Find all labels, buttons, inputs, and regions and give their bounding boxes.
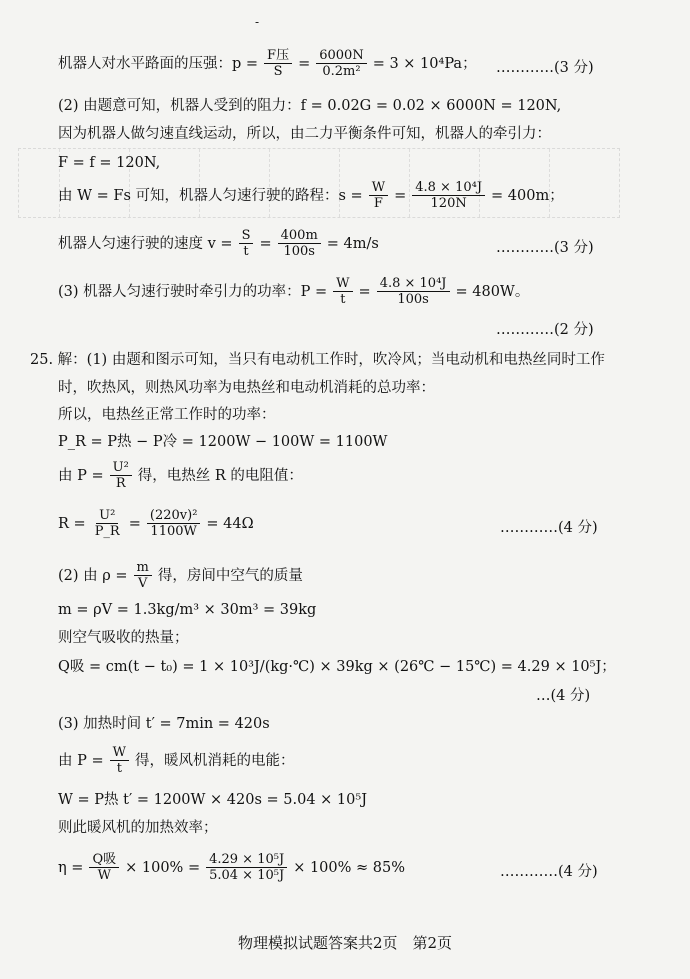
- formula-label: 由 P =: [58, 752, 104, 769]
- formula-rest: 得，电热丝 R 的电阻值：: [137, 467, 303, 484]
- fraction-f-over-s: [264, 48, 292, 79]
- fraction-denominator: 1100W: [150, 524, 197, 539]
- fraction-w-over-t: [333, 276, 352, 307]
- power-equation: [58, 276, 529, 307]
- text-line: 则空气吸收的热量；: [58, 630, 189, 646]
- fraction-values: [278, 228, 321, 259]
- fraction-denominator: 100s: [397, 292, 429, 307]
- fraction-w-over-f: [369, 180, 388, 211]
- fraction-numerator: 6000N: [316, 48, 366, 64]
- equals-sign: =: [394, 187, 407, 204]
- score-marker: …………(4 分): [500, 864, 598, 880]
- formula-label: 由 P =: [58, 467, 104, 484]
- fraction-denominator: R: [115, 476, 126, 491]
- question-25-heading: 25. 解：(1) 由题和图示可知，当只有电动机工作时，吹冷风；当电动机和电热丝同时工作: [30, 352, 605, 368]
- score-marker: …………(2 分): [496, 322, 594, 338]
- text-line: F = f = 120N,: [58, 155, 161, 171]
- resistance-equation: [58, 508, 254, 539]
- fraction-denominator: t: [116, 761, 122, 776]
- fraction-m-over-v: [134, 560, 152, 591]
- fraction-values: [412, 180, 485, 211]
- density-formula-line: [58, 560, 303, 591]
- fraction-numerator: W: [369, 180, 388, 196]
- resistance-label: R =: [58, 515, 86, 532]
- text-line: (2) 由题意可知，机器人受到的阻力：f = 0.02G = 0.02 × 6000N = 120N,: [58, 98, 562, 114]
- efficiency-result: × 100% ≈ 85%: [293, 859, 405, 876]
- fraction-numerator: F压: [264, 48, 292, 64]
- fraction-numerator: 400m: [278, 228, 321, 244]
- resistance-result: = 44Ω: [206, 515, 254, 532]
- fraction-denominator: 5.04 × 10⁵J: [209, 868, 285, 883]
- fraction-denominator: P_R: [94, 524, 120, 539]
- fraction-denominator: F: [373, 196, 383, 211]
- power-result: = 480W。: [455, 283, 530, 300]
- fraction-s-over-t: [239, 228, 254, 259]
- formula-label: (2) 由 ρ =: [58, 567, 128, 584]
- score-marker: …(4 分): [536, 688, 591, 704]
- fraction-denominator: 120N: [430, 196, 467, 211]
- text-line: P_R = P热 − P冷 = 1200W − 100W = 1100W: [58, 434, 388, 450]
- fraction-numerator: S: [239, 228, 254, 244]
- equals-sign: =: [298, 55, 311, 72]
- fraction-denominator: t: [340, 292, 346, 307]
- power-label: (3) 机器人匀速行驶时牵引力的功率：P =: [58, 283, 328, 300]
- pressure-result: = 3 × 10⁴Pa；: [372, 55, 477, 72]
- fraction-numerator: 4.8 × 10⁴J: [377, 276, 450, 292]
- text-line: 则此暖风机的加热效率；: [58, 820, 218, 836]
- fraction-denominator: t: [243, 244, 249, 259]
- fraction-numerator: Q吸: [89, 852, 119, 868]
- distance-result: = 400m；: [491, 187, 564, 204]
- efficiency-mid: × 100% =: [125, 859, 201, 876]
- fraction-numerator: 4.8 × 10⁴J: [412, 180, 485, 196]
- fraction-denominator: W: [97, 868, 111, 883]
- fraction-denominator: V: [138, 576, 148, 591]
- fraction-values: [377, 276, 450, 307]
- efficiency-equation: [58, 852, 405, 883]
- text-line: 时，吹热风，则热风功率为电热丝和电动机消耗的总功率：: [58, 380, 435, 396]
- fraction-u2-over-pr: [92, 508, 123, 539]
- formula-rest: 得，房间中空气的质量: [157, 567, 303, 584]
- fraction-numerator: m: [134, 560, 152, 576]
- speed-label: 机器人匀速行驶的速度 v =: [58, 235, 233, 252]
- fraction-numerator: U²: [110, 460, 132, 476]
- fraction-numerator: U²: [96, 508, 118, 524]
- text-line: 因为机器人做匀速直线运动，所以，由二力平衡条件可知，机器人的牵引力：: [58, 126, 551, 142]
- distance-label: 由 W = Fs 可知，机器人匀速行驶的路程：s =: [58, 187, 363, 204]
- fraction-denominator: S: [273, 64, 283, 79]
- fraction-denominator: 0.2m²: [322, 64, 361, 79]
- text-line: 所以，电热丝正常工作时的功率：: [58, 407, 276, 423]
- fraction-numerator: W: [333, 276, 352, 292]
- fraction-w-over-t: [110, 745, 129, 776]
- score-marker: …………(3 分): [496, 60, 594, 76]
- efficiency-label: η =: [58, 859, 84, 876]
- fraction-q-over-w: [89, 852, 119, 883]
- power-formula-line: [58, 745, 295, 776]
- pressure-label: 机器人对水平路面的压强：p =: [58, 55, 259, 72]
- fraction-values: [316, 48, 366, 79]
- fraction-denominator: 100s: [283, 244, 315, 259]
- page-footer: 物理模拟试题答案共2页 第2页: [237, 934, 453, 952]
- equals-sign: =: [358, 283, 371, 300]
- equals-sign: =: [128, 515, 141, 532]
- fraction-numerator: W: [110, 745, 129, 761]
- fraction-values: [206, 852, 287, 883]
- distance-equation: [58, 180, 564, 211]
- fraction-values: [147, 508, 201, 539]
- equals-sign: =: [259, 235, 272, 252]
- text-line: W = P热 t′ = 1200W × 420s = 5.04 × 10⁵J: [58, 792, 368, 808]
- formula-rest: 得，暖风机消耗的电能：: [135, 752, 295, 769]
- score-marker: …………(3 分): [496, 240, 594, 256]
- speed-equation: [58, 228, 379, 259]
- fraction-numerator: (220v)²: [147, 508, 201, 524]
- pressure-equation: [58, 48, 477, 79]
- text-line: (3) 加热时间 t′ = 7min = 420s: [58, 716, 270, 732]
- fraction-u2-over-r: [110, 460, 132, 491]
- score-marker: …………(4 分): [500, 520, 598, 536]
- speed-result: = 4m/s: [326, 235, 379, 252]
- fraction-numerator: 4.29 × 10⁵J: [206, 852, 287, 868]
- heat-equation: Q吸 = cm(t − t₀) = 1 × 10³J/(kg·℃) × 39kg × (26℃ − 15℃) = 4.29 × 10⁵J；: [58, 659, 616, 675]
- ohm-formula-line: [58, 460, 303, 491]
- text-line: m = ρV = 1.3kg/m³ × 30m³ = 39kg: [58, 602, 317, 618]
- header-mark: -: [255, 15, 260, 29]
